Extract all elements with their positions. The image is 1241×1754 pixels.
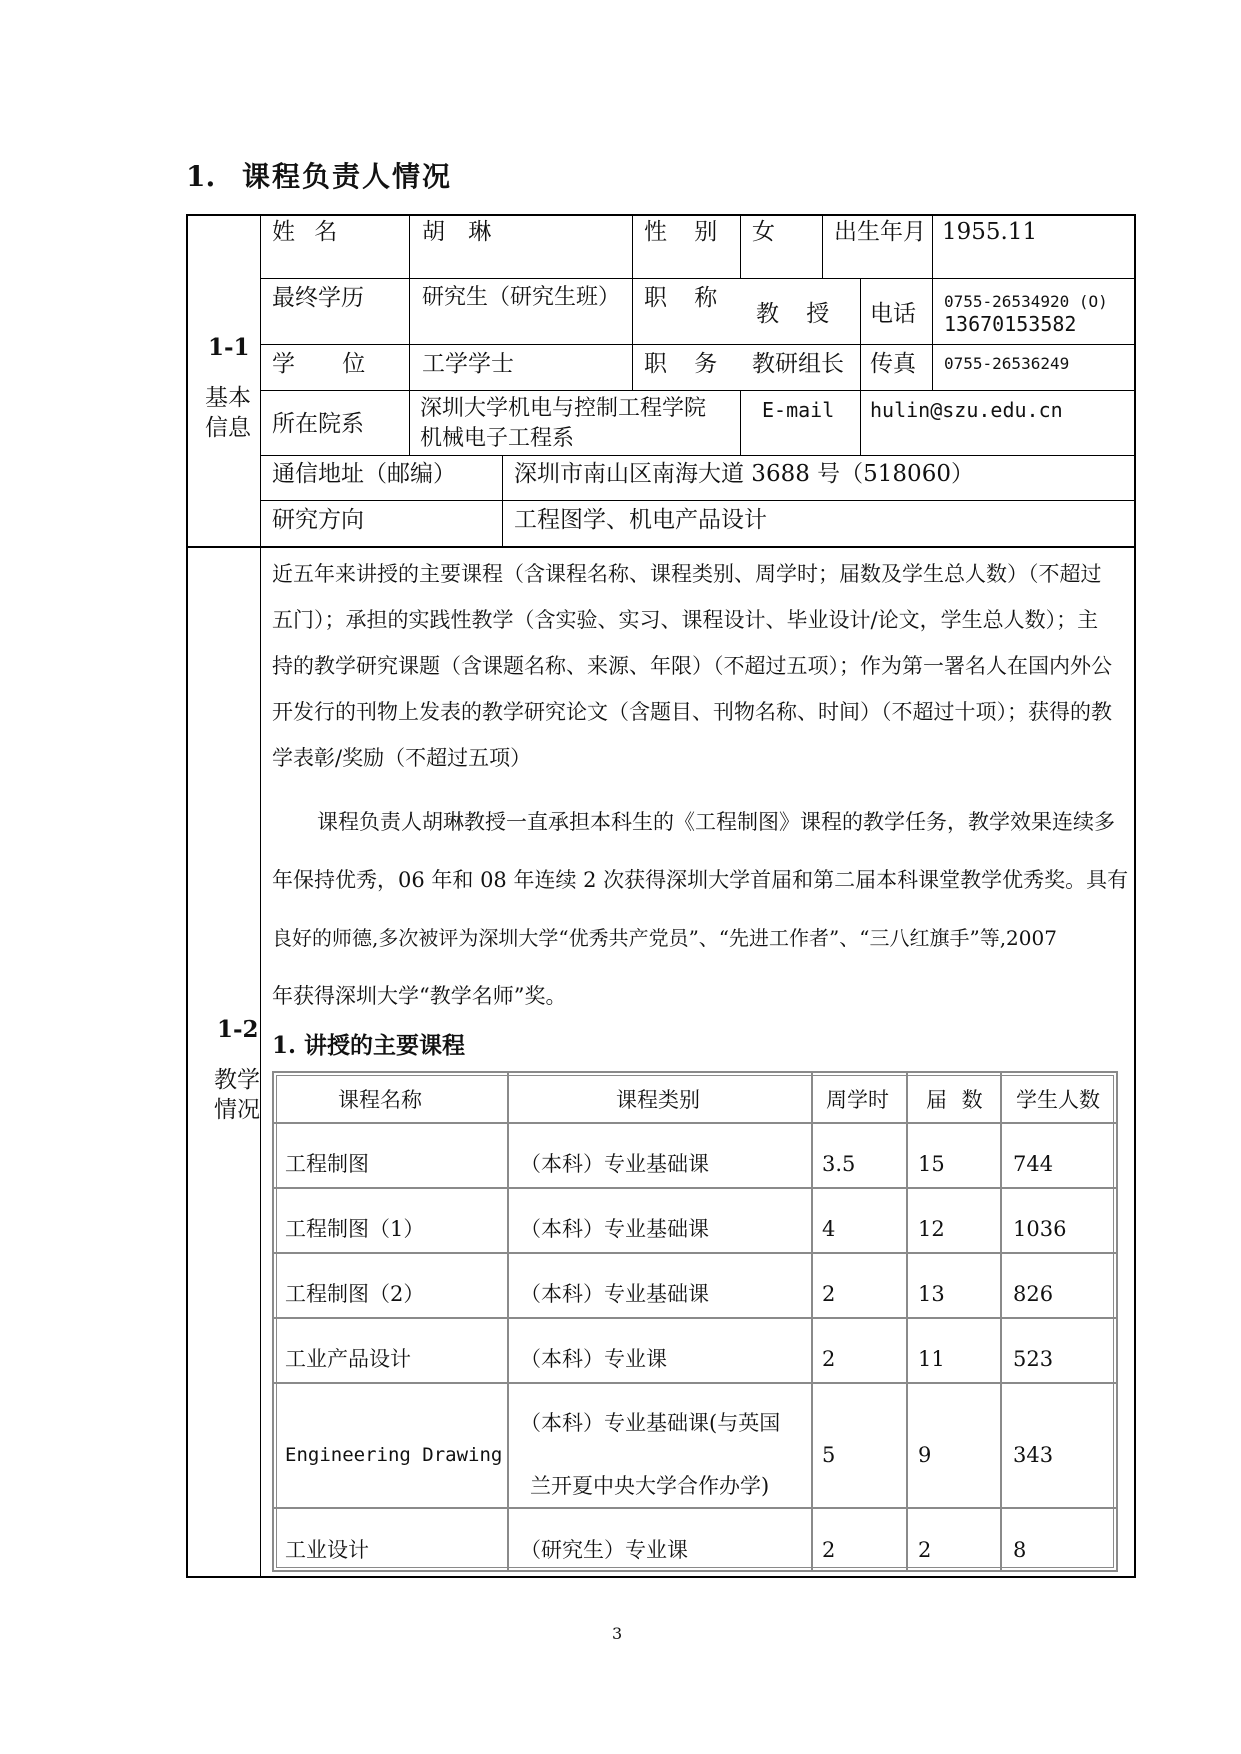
page-number: 3 bbox=[612, 1624, 623, 1643]
title-label: 职 称 bbox=[644, 285, 728, 311]
duty-label: 职 务 bbox=[644, 351, 728, 377]
course-sessions: 2 bbox=[918, 1538, 932, 1562]
course-sessions: 11 bbox=[918, 1347, 945, 1371]
address-value: 深圳市南山区南海大道 3688 号（518060） bbox=[514, 461, 974, 487]
birth-label: 出生年月 bbox=[834, 219, 926, 245]
course-students: 1036 bbox=[1013, 1217, 1067, 1241]
instruction-line: 持的教学研究课题（含课题名称、来源、年限）（不超过五项）；作为第一署名人在国内外公 bbox=[272, 654, 1112, 678]
degree-value: 工学学士 bbox=[422, 351, 514, 377]
course-name: 工业产品设计 bbox=[285, 1347, 411, 1371]
courses-heading: 1. 讲授的主要课程 bbox=[272, 1032, 466, 1059]
teaching-side-label-2: 情况 bbox=[214, 1097, 260, 1123]
duty-value: 教研组长 bbox=[752, 351, 844, 377]
fax-label: 传真 bbox=[870, 351, 916, 377]
course-hours: 5 bbox=[822, 1443, 836, 1467]
instruction-line: 学表彰/奖励（不超过五项） bbox=[272, 746, 532, 770]
course-hours: 2 bbox=[822, 1282, 836, 1306]
course-sessions: 9 bbox=[918, 1443, 932, 1467]
course-name: Engineering Drawing bbox=[285, 1444, 503, 1466]
education-label: 最终学历 bbox=[272, 285, 364, 311]
course-name: 工业设计 bbox=[285, 1538, 369, 1562]
title-value: 教 授 bbox=[756, 301, 840, 327]
section-title: 课程负责人情况 bbox=[242, 160, 453, 193]
dept-value-1: 深圳大学机电与控制工程学院 bbox=[420, 396, 707, 421]
dept-label: 所在院系 bbox=[272, 411, 364, 437]
instruction-line: 近五年来讲授的主要课程（含课程名称、课程类别、周学时；届数及学生总人数）（不超过 bbox=[272, 562, 1102, 586]
courses-header-name: 课程名称 bbox=[338, 1088, 422, 1112]
course-type-line2: 兰开夏中央大学合作办学) bbox=[530, 1474, 770, 1498]
dept-value-2: 机械电子工程系 bbox=[420, 426, 575, 451]
section-number: 1. bbox=[186, 160, 216, 193]
course-type: （本科）专业课 bbox=[520, 1347, 667, 1371]
address-label: 通信地址（邮编） bbox=[272, 461, 456, 487]
course-name: 工程制图（1） bbox=[285, 1217, 425, 1241]
course-type: （本科）专业基础课 bbox=[520, 1217, 709, 1241]
fax-value: 0755-26536249 bbox=[944, 354, 1070, 373]
name-label: 姓 名 bbox=[272, 219, 344, 245]
course-name: 工程制图 bbox=[285, 1152, 369, 1176]
basic-side-label-2: 信息 bbox=[205, 415, 251, 441]
course-type: （本科）专业基础课 bbox=[520, 1152, 709, 1176]
course-type: （研究生）专业课 bbox=[520, 1538, 688, 1562]
gender-value: 女 bbox=[752, 219, 775, 245]
course-name: 工程制图（2） bbox=[285, 1282, 425, 1306]
instruction-line: 开发行的刊物上发表的教学研究论文（含题目、刊物名称、时间）（不超过十项）；获得的教 bbox=[272, 700, 1112, 724]
research-value: 工程图学、机电产品设计 bbox=[514, 507, 767, 533]
research-label: 研究方向 bbox=[272, 507, 364, 533]
birth-value: 1955.11 bbox=[942, 219, 1038, 245]
courses-header-type: 课程类别 bbox=[616, 1088, 700, 1112]
course-students: 523 bbox=[1013, 1347, 1054, 1371]
instruction-line: 五门）；承担的实践性教学（含实验、实习、课程设计、毕业设计/论文，学生总人数）；主 bbox=[272, 608, 1099, 632]
degree-label: 学 位 bbox=[272, 351, 386, 377]
summary-line: 课程负责人胡琳教授一直承担本科生的《工程制图》课程的教学任务，教学效果连续多 bbox=[317, 810, 1115, 834]
summary-line: 年保持优秀，06 年和 08 年连续 2 次获得深圳大学首届和第二届本科课堂教学优秀奖。具有 bbox=[272, 868, 1129, 892]
course-hours: 2 bbox=[822, 1538, 836, 1562]
course-sessions: 13 bbox=[918, 1282, 945, 1306]
name-value: 胡 琳 bbox=[422, 219, 500, 245]
teaching-side-label-1: 教学 bbox=[214, 1067, 260, 1093]
course-type: （本科）专业基础课 bbox=[520, 1282, 709, 1306]
summary-line: 年获得深圳大学“教学名师”奖。 bbox=[272, 984, 567, 1008]
teaching-row-label: 1-2 bbox=[217, 1016, 259, 1043]
course-type: （本科）专业基础课(与英国 bbox=[520, 1411, 781, 1435]
course-students: 8 bbox=[1013, 1538, 1027, 1562]
courses-header-sessions: 届 数 bbox=[926, 1088, 987, 1112]
phone-value-1: 0755-26534920 (O) bbox=[944, 292, 1108, 311]
phone-label: 电话 bbox=[870, 301, 916, 327]
course-sessions: 15 bbox=[918, 1152, 945, 1176]
email-label: E-mail bbox=[762, 398, 835, 422]
basic-row-label: 1-1 bbox=[208, 334, 250, 361]
phone-value-2: 13670153582 bbox=[944, 312, 1077, 336]
summary-line: 良好的师德,多次被评为深圳大学“优秀共产党员”、“先进工作者”、“三八红旗手”等,2007 bbox=[272, 926, 1057, 950]
course-students: 343 bbox=[1013, 1443, 1054, 1467]
email-value: hulin@szu.edu.cn bbox=[870, 398, 1063, 422]
gender-label: 性 别 bbox=[644, 219, 728, 245]
course-hours: 4 bbox=[822, 1217, 836, 1241]
course-hours: 2 bbox=[822, 1347, 836, 1371]
course-students: 826 bbox=[1013, 1282, 1054, 1306]
basic-side-label-1: 基本 bbox=[205, 385, 251, 411]
course-sessions: 12 bbox=[918, 1217, 945, 1241]
courses-header-students: 学生人数 bbox=[1016, 1088, 1100, 1112]
course-hours: 3.5 bbox=[822, 1152, 856, 1176]
course-students: 744 bbox=[1013, 1152, 1054, 1176]
education-value: 研究生（研究生班） bbox=[422, 285, 621, 310]
courses-header-hours: 周学时 bbox=[826, 1088, 889, 1112]
